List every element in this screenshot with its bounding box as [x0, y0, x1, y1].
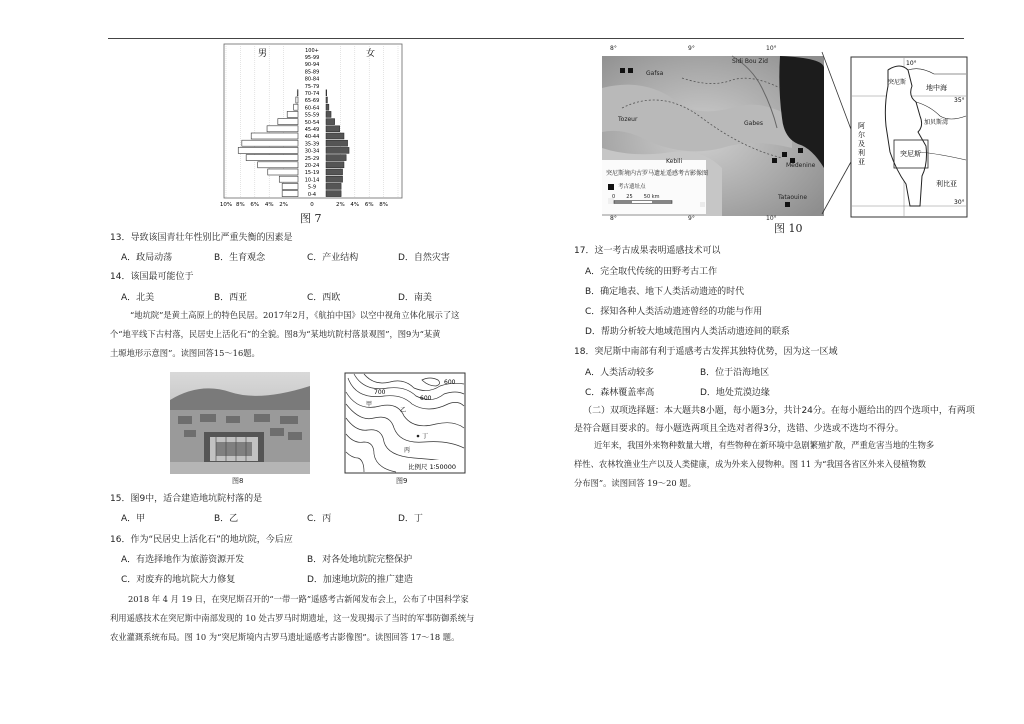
intro-19-line3: 分布图”。读图回答 19～20 题。: [574, 478, 696, 488]
place-tozeur: Tozeur: [618, 116, 638, 123]
place-tataouine: Tataouine: [778, 194, 808, 201]
q17-option-d[interactable]: D．帮助分析较大地域范围内人类活动遗迹间的联系: [585, 327, 790, 337]
pyramid-female-bar: [326, 147, 349, 153]
pyramid-female-label: 女: [366, 49, 376, 59]
intro-17-18: [110, 590, 530, 647]
intro-19-line2: 样性、农林牧渔业生产以及人类健康，成为外来入侵物种。图 11 为“我国各省区外来入侵植物数: [574, 459, 926, 469]
pyramid-male-bar: [258, 162, 298, 168]
q16-stem: 16．作为“民居史上活化石”的地坑院，今后应: [110, 535, 293, 545]
pyramid-female-bar: [326, 176, 343, 182]
pyramid-male-bar: [251, 133, 298, 139]
inset-lon-10: 10°: [906, 60, 917, 67]
pyramid-age-label: 15-19: [304, 170, 320, 177]
fig10-caption: 图 10: [774, 222, 803, 235]
pyramid-male-bar: [278, 119, 298, 125]
fig9-scale: 比例尺 1∶50000: [408, 463, 457, 471]
pyramid-x-tick-label: 10%: [219, 202, 233, 208]
q15-option-b[interactable]: B．乙: [214, 514, 239, 524]
fig9-contour-map: [344, 372, 466, 474]
intro-15-16: [110, 306, 530, 363]
pyramid-age-label: 5-9: [307, 184, 317, 191]
pyramid-age-label: 0-4: [307, 191, 317, 198]
fig10-lon-10-bottom: 10°: [766, 215, 777, 222]
pyramid-age-label: 65-69: [304, 98, 320, 105]
pyramid-age-label: 25-29: [304, 155, 320, 162]
q13-option-d[interactable]: D．自然灾害: [398, 253, 450, 263]
pyramid-male-bar: [268, 169, 298, 175]
pyramid-male-bar: [282, 183, 298, 189]
fig10-lon-9-top: 9°: [688, 45, 695, 52]
pyramid-age-label: 85-89: [304, 69, 320, 76]
q16-option-d[interactable]: D．加速地坑院的推广建造: [307, 575, 413, 585]
q14-option-d[interactable]: D．南美: [398, 293, 432, 303]
pyramid-x-tick-label: 2%: [336, 202, 345, 208]
contour-label-600-top: 600: [444, 379, 456, 386]
population-pyramid-chart: [218, 42, 408, 228]
fig10-lon-8-top: 8°: [610, 45, 617, 52]
q14-stem: 14．该国最可能位于: [110, 272, 194, 282]
fig10-lon-8-bottom: 8°: [610, 215, 617, 222]
q17-stem: 17．这一考古成果表明遥感技术可以: [574, 246, 721, 256]
pyramid-x-tick-label: 0: [310, 202, 314, 208]
q13-option-b[interactable]: B．生育观念: [214, 253, 266, 263]
pyramid-x-tick-label: 6%: [364, 202, 374, 208]
q16-option-b[interactable]: B．对各处地坑院完整保护: [307, 555, 413, 565]
intro-17-line2: 利用遥感技术在突尼斯中南部发现的 10 处古罗马时期遗址，这一发现揭示了当时的军事防御系统与: [110, 613, 475, 623]
inset-lat-35: 35°: [954, 97, 965, 104]
pyramid-age-label: 90-94: [304, 62, 320, 69]
pyramid-female-bar: [326, 183, 341, 189]
q15-option-d[interactable]: D．丁: [398, 514, 423, 524]
fig8-dikengyuan-photo: [170, 372, 310, 474]
pyramid-male-bar: [267, 126, 298, 132]
pyramid-age-label: 100+: [305, 47, 319, 54]
pyramid-male-bar: [282, 191, 298, 197]
q14-option-c[interactable]: C．西欧: [307, 293, 341, 303]
section-2-line2: 是符合题目要求的。每小题选两项且全选对者得3分，选错、少选或不选均不得分。: [574, 424, 904, 434]
q17-option-c[interactable]: C．探知各种人类活动遗迹曾经的功能与作用: [585, 307, 763, 317]
contour-label-700: 700: [374, 389, 386, 396]
pyramid-female-bar: [326, 111, 331, 117]
pyramid-male-bar: [238, 147, 298, 153]
pyramid-x-tick-label: 4%: [264, 202, 274, 208]
fig10-satellite-image: [602, 45, 824, 216]
q18-option-d[interactable]: D．地处荒漠边缘: [700, 388, 770, 398]
q13-stem: 13．导致该国青壮年性别比严重失衡的因素是: [110, 233, 293, 243]
inset-label-algeria-char: 亚: [858, 158, 865, 166]
pyramid-age-label: 75-79: [304, 83, 320, 90]
pyramid-male-bar: [297, 90, 298, 96]
inset-lat-30: 30°: [954, 199, 965, 206]
q18-stem: 18．突尼斯中南部有利于遥感考古发挥其独特优势，因为这一区域: [574, 347, 838, 357]
place-kebili: Kebili: [666, 158, 683, 165]
inset-label-algeria-char: 尔: [858, 131, 865, 139]
pyramid-age-label: 30-34: [304, 148, 320, 155]
pyramid-female-bar: [326, 162, 344, 168]
pyramid-x-tick-label: 6%: [250, 202, 260, 208]
inset-label-gulf: 加贝斯湾: [924, 119, 949, 126]
pyramid-age-label: 55-59: [304, 112, 320, 119]
pyramid-age-label: 10-14: [304, 177, 320, 184]
pyramid-male-bar: [294, 104, 298, 110]
q13-option-a[interactable]: A．政局动荡: [121, 253, 173, 263]
q13-option-c[interactable]: C．产业结构: [307, 253, 359, 263]
inset-label-sea: 地中海: [926, 84, 947, 92]
fig8-caption: 图8: [232, 477, 244, 485]
q14-option-a[interactable]: A．北美: [121, 293, 155, 303]
place-sidi-bou-zid: Sidi Bou Zid: [732, 58, 768, 65]
section-2-line1: （二）双项选择题：本大题共8小题，每小题3分，共计24分。在每小题给出的四个选项中，有两项: [583, 406, 975, 416]
pyramid-age-label: 60-64: [304, 105, 320, 112]
pyramid-female-bar: [326, 191, 341, 197]
pyramid-age-label: 50-54: [304, 119, 320, 126]
point-yi: 乙: [400, 407, 407, 414]
pyramid-age-label: 35-39: [304, 141, 320, 148]
pyramid-female-bar: [326, 90, 327, 96]
pyramid-age-label: 95-99: [304, 55, 320, 61]
fig10-inset-map: [850, 56, 968, 218]
q15-option-c[interactable]: C．丙: [307, 514, 332, 524]
pyramid-female-bar: [326, 140, 348, 146]
pyramid-x-tick-label: 2%: [279, 202, 288, 208]
pyramid-male-label: 男: [258, 49, 268, 59]
pyramid-female-bar: [326, 133, 344, 139]
q17-option-a[interactable]: A．完全取代传统的田野考古工作: [585, 267, 718, 277]
fig7-caption: 图 7: [300, 212, 322, 225]
pyramid-age-label: 20-24: [304, 163, 320, 169]
section-2-heading: [574, 402, 975, 438]
pyramid-female-bar: [326, 119, 335, 125]
point-bing: 丙: [404, 447, 411, 454]
pyramid-female-bar: [326, 126, 340, 132]
pyramid-age-label: 80-84: [304, 76, 320, 83]
pyramid-female-bar: [326, 155, 346, 161]
place-gafsa: Gafsa: [646, 70, 664, 77]
intro-19-20: [574, 436, 974, 493]
intro-15-line2: 个“地平线下古村落，民居史上活化石”的全貌。图8为“某地坑院村落景观图”，图9为“某黄: [110, 329, 441, 339]
pyramid-male-bar: [279, 176, 298, 182]
pyramid-age-label: 70-74: [304, 91, 320, 97]
q18-option-a[interactable]: A．人类活动较多: [585, 368, 655, 378]
pyramid-age-label: 45-49: [304, 127, 320, 133]
fig10-scale: 0 25 50 km: [612, 194, 660, 200]
intro-17-line3: 农业灌溉系统布局。图 10 为“突尼斯境内古罗马遗址遥感考古影像图”。读图回答 17～18 题。: [110, 632, 460, 642]
pyramid-male-bar: [242, 140, 298, 146]
place-medenine: Medenine: [786, 162, 816, 169]
inset-label-tunisia-north: 突尼斯: [888, 79, 907, 86]
pyramid-male-bar: [287, 111, 298, 117]
intro-15-line1: “地坑院”是黄土高原上的特色民居。2017年2月，《航拍中国》以空中视角立体化展示了这: [130, 310, 460, 320]
place-gabes: Gabes: [744, 120, 763, 127]
fig10-legend-site: 考古遗址点: [618, 184, 646, 190]
pyramid-female-bar: [326, 97, 327, 103]
intro-15-line3: 土塬地形示意图”。读图回答15～16题。: [110, 348, 260, 358]
q15-stem: 15．图9中，适合建造地坑院村落的是: [110, 494, 263, 504]
pyramid-female-bar: [326, 169, 343, 175]
inset-label-libya: 利比亚: [936, 180, 957, 188]
inset-label-tunisia: 突尼斯: [900, 150, 921, 158]
q18-option-b[interactable]: B．位于沿海地区: [700, 368, 770, 378]
point-ding: 丁: [422, 433, 429, 440]
pyramid-male-bar: [296, 97, 298, 103]
pyramid-female-bar: [326, 104, 329, 110]
fig10-inner-title: 突尼斯境内古罗马遗址遥感考古影像图: [606, 170, 709, 177]
intro-17-line1: 2018 年 4 月 19 日，在突尼斯召开的“一带一路”遥感考古新闻发布会上，公布了中国科学家: [128, 594, 469, 604]
pyramid-x-tick-label: 8%: [236, 202, 245, 208]
inset-label-algeria-char: 利: [858, 149, 865, 157]
fig9-caption: 图9: [396, 477, 408, 485]
q18-option-c[interactable]: C．森林覆盖率高: [585, 388, 655, 398]
header-rule: [108, 38, 964, 39]
pyramid-x-tick-label: 8%: [379, 202, 388, 208]
inset-label-algeria-char: 阿: [858, 122, 865, 130]
fig10-lon-9-bottom: 9°: [688, 215, 695, 222]
q16-option-a[interactable]: A．有选择地作为旅游资源开发: [121, 555, 245, 565]
pyramid-age-label: 40-44: [304, 134, 320, 141]
q16-option-c[interactable]: C．对废弃的地坑院大力修复: [121, 575, 236, 585]
pyramid-male-bar: [246, 155, 298, 161]
inset-label-algeria-char: 及: [858, 140, 865, 148]
fig10-lon-10-top: 10°: [766, 45, 777, 52]
contour-label-600-mid: 600: [420, 395, 432, 402]
intro-19-line1: 近年来，我国外来物种数量大增，有些物种在新环境中急剧繁殖扩散，严重危害当地的生物多: [594, 440, 935, 450]
q15-option-a[interactable]: A．甲: [121, 514, 146, 524]
q14-option-b[interactable]: B．西亚: [214, 293, 248, 303]
q17-option-b[interactable]: B．确定地表、地下人类活动遗迹的时代: [585, 287, 745, 297]
pyramid-x-tick-label: 4%: [350, 202, 360, 208]
point-jia: 甲: [366, 401, 373, 408]
fig10-connector-lines: [820, 48, 854, 218]
